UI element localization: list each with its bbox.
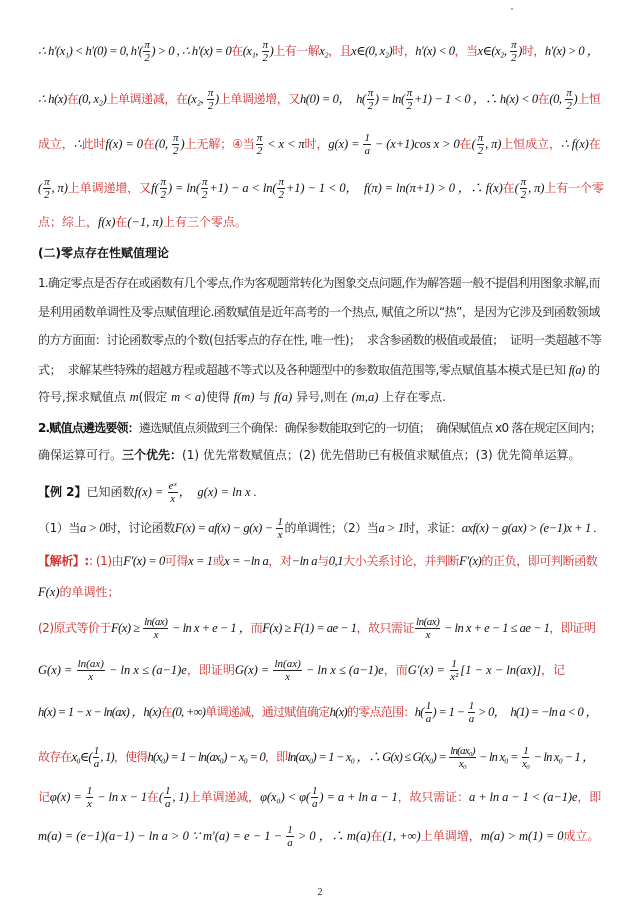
math-expression: ) = ln( [167,180,200,195]
math-expression: ∴ h(x) [38,91,67,106]
math-expression: f(m) [233,389,255,404]
math-expression: h(0) = 0， h( [299,91,366,106]
text-line [38,555,597,568]
solution-text: 成立， [38,137,74,152]
fraction [449,658,459,683]
denominator: 2 [278,188,284,201]
body-text: 时，讨论函数 [105,521,175,536]
math-expression: a > 0 [80,520,106,535]
fraction [143,39,150,64]
denominator: x [153,628,158,641]
fraction [510,39,517,64]
fraction [43,176,50,201]
denominator: a [165,797,171,810]
math-expression: − ln x + e − 1 ≤ ae − 1 [441,620,550,635]
solution-text: 上有一个零 [544,181,604,196]
solution-text: 上无解；④当 [184,137,255,152]
denominator: 2 [566,99,572,112]
math-expression: +1) − a < ln( [209,180,277,195]
solution-text: ，对 [268,553,292,568]
denominator: 2 [262,51,268,64]
text-line [38,449,580,461]
math-expression: h′(x) > 0 ， [544,43,599,58]
math-expression: ∴ [73,136,82,151]
denominator: 2 [173,144,179,157]
body-text: 1.确定零点是否存在或函数有几个零点,作为客观题常转化为图象交点问题,作为解答题一般不提倡利用图象求解,而 [38,276,600,290]
body-text: 与 [254,389,275,404]
fraction [521,745,530,770]
math-expression: h( [414,704,424,719]
math-expression: f(x) = 0 [105,136,143,151]
solution-text: 【解析】: [38,553,89,568]
math-expression: − ln x ≤ (a−1)e [105,662,187,677]
denominator: 2 [477,144,484,157]
solution-text: 在 [66,92,79,107]
fraction [468,700,475,725]
denominator: 2 [256,144,263,157]
body-text: 式； 求解某些特殊的超越方程或超越不等式以及各种题型中的参数取值范围等,零点赋值基本模式是已知 [38,362,569,377]
numerator: 1 [93,744,99,757]
denominator: 2 [511,51,517,64]
fraction [262,39,269,64]
denominator: x [277,528,283,541]
math-expression: a + ln a − 1 < (a−1)e [469,789,578,804]
denominator: a [93,757,99,770]
fraction [168,480,178,505]
math-expression: , 1) [172,789,189,804]
solution-text: 记 [38,790,50,805]
denominator: x₀ [458,757,467,770]
solution-text: 在 [160,705,172,720]
solution-text: ，即证明 [186,663,235,678]
solution-text: 的正负，即可判断函数 [481,553,598,568]
solution-text: ，当 [454,44,478,59]
math-expression: ∴ f(x) [560,136,589,151]
math-expression: (x₂, [187,91,206,106]
solution-text: 而 [250,621,263,636]
text-line [38,132,601,157]
math-expression: m [129,389,139,404]
solution-text: 在 [502,181,515,196]
math-expression: > 0 ，∴ m(a) [294,828,371,843]
numerator: ln(ax) [274,657,301,670]
math-expression: ) [180,136,185,151]
math-expression: (0, x₂) [78,91,107,106]
solution-text: ，而 [383,663,408,678]
solution-text: ，即 [264,750,288,765]
math-expression: ) [573,91,578,106]
solution-text: 或 [212,553,225,568]
solution-text: 在 [142,137,155,152]
solution-text: 单调递减，通过赋值确定 [205,705,330,720]
numerator: 1 [425,699,431,712]
numerator: 1 [468,699,474,712]
denominator: 2 [207,99,213,112]
fraction [565,87,572,112]
text-line [38,364,600,377]
denominator: a [287,836,293,849]
numerator: π [477,131,484,144]
numerator: π [207,86,213,99]
math-expression: − ln x ≤ (a−1)e [302,662,384,677]
numerator: π [44,175,50,188]
solution-text: 时， [392,44,416,59]
denominator: a [468,712,474,725]
body-text: 上存在零点. [378,389,446,404]
math-expression: − (x+1)cos x > 0 [371,136,460,151]
fraction [86,785,93,810]
text-line [38,87,600,112]
text-line [38,306,600,318]
solution-text: 上有三个零点。 [162,214,247,229]
fraction [256,132,263,157]
numerator: π [262,38,268,51]
fraction [164,785,171,810]
body-text: )使得 [201,389,234,404]
solution-text: ，记 [541,663,566,678]
text-line [38,391,446,404]
fraction [367,87,374,112]
solution-text: 的零点范围： [346,705,415,720]
math-expression: +1) − 1 < 0， f(π) = ln(π+1) > 0 ，∴ f(x) [285,180,503,195]
numerator: π [256,131,263,144]
solution-text: 在 [588,137,601,152]
math-expression: axf(x) − g(ax) > (e−1)x + 1 . [461,520,597,535]
body-text: 时，求证： [403,521,462,536]
denominator: a [425,712,431,725]
text-line [38,586,120,599]
math-expression: (1, +∞) [382,828,421,843]
math-expression: a > 1 [378,520,404,535]
solution-text: 此时 [81,137,106,152]
solution-text: 上单调递减， [188,790,261,805]
solution-text: ，故只需证 [356,621,415,636]
body-text: 三个优先： [122,448,183,462]
fraction [520,176,527,201]
math-expression: − ln x − 1 [94,789,148,804]
denominator: x² [450,670,459,683]
math-expression: F(x) ≥ [111,620,143,635]
solution-text: 在 [370,829,383,844]
denominator: x [86,797,92,810]
text-line [38,785,601,810]
fraction [77,658,105,683]
solution-text: 可得 [164,553,189,568]
body-text: （1）当 [38,521,81,536]
math-expression: ( [38,180,43,195]
math-expression: h(x) [329,704,347,719]
math-expression: f(a) [274,389,293,404]
math-expression: (0, [549,91,565,106]
denominator: x₀ [522,757,530,770]
text-line [38,334,601,346]
math-expression: h′(x) < 0 [415,43,455,58]
numerator: π [406,86,412,99]
numerator: ln(ax) [77,657,104,670]
numerator: π [511,38,517,51]
math-expression: x = 1 [188,553,213,568]
body-text: 的方方面面：讨论函数零点的个数(包括零点的存在性, 唯一性)； 求含参函数的极值或最值； 证明一类超越不等 [38,333,602,347]
text-line [38,216,247,229]
math-expression: G′(x) = [407,662,449,677]
math-expression: ) [518,43,522,58]
math-expression: ) [269,43,274,58]
solution-text: 上单调增， [420,829,481,844]
numerator: 1 [451,657,457,670]
fraction [415,616,440,641]
numerator: ln(ax) [416,615,440,628]
math-expression: x₂ [319,43,329,58]
fraction [449,745,476,770]
denominator: x [170,492,176,505]
math-expression: m(a) > m(1) = 0 [480,828,564,843]
math-expression: x∈(0, x₂) [351,43,393,58]
body-text: (假定 [138,389,172,404]
solution-text: 在 [115,214,128,229]
numerator: 1 [277,515,283,528]
math-expression: < x < π [264,136,305,151]
solution-text: 与 [317,553,329,568]
math-expression: x₀∈( [71,749,92,764]
text-line [38,39,599,64]
math-expression: ) = ln( [374,91,405,106]
solution-text: 时， [304,137,329,152]
numerator: 1 [364,131,370,144]
math-expression: , π) [51,180,68,195]
fraction [477,132,484,157]
body-text: 已知函数 [86,485,135,500]
fraction [363,132,370,157]
body-text: 遴选赋值点须做到三个确保：确保参数能取到它的一切值； 确保赋值点 x0 落在规定区间内； [138,421,601,435]
numerator: π [173,131,179,144]
numerator: π [566,86,572,99]
numerator: π [278,175,284,188]
body-text: 的单调性；（2）当 [284,521,379,536]
denominator: 2 [520,188,527,201]
solution-text: 上单调递减，在 [106,92,188,107]
body-text: (二)零点存在性赋值理论 [38,246,169,260]
fraction [276,516,283,541]
denominator: 2 [44,188,50,201]
math-expression: m < a [171,389,202,404]
numerator: 1 [165,784,171,797]
denominator: x [425,628,430,641]
math-expression: > 0， h(1) = −ln a < 0 ， [475,704,598,719]
math-expression: G(x) = [38,662,76,677]
numerator: π [367,86,373,99]
solution-text: 大小关系讨论，并判断 [343,553,460,568]
example-heading [38,480,257,505]
math-expression: f(a) [568,362,585,377]
text-line [38,824,600,849]
math-expression: F(x) [38,584,60,599]
body-text: 确保运算可行。 [38,448,123,462]
math-expression: +1) − 1 < 0 ，∴ h(x) < 0 [413,91,538,106]
denominator: 2 [144,51,150,64]
math-expression: φ(x₀) < φ( [260,789,310,804]
math-expression: ( [514,180,519,195]
solution-text: 点；综上， [38,214,99,229]
solution-text: 上单调递增，又 [67,181,152,196]
math-expression: ) = 1 − [432,704,467,719]
solution-text: 在 [147,790,159,805]
solution-text: ，即证明 [549,621,596,636]
numerator: eˣ [168,479,177,492]
solution-text: 上单调递增，又 [218,92,300,107]
denominator: 2 [367,99,373,112]
fraction [172,132,179,157]
math-expression: f(x) = [134,484,167,499]
math-expression: − ln x + e − 1 ， [169,620,251,635]
text-line [38,658,565,683]
numerator: 1 [86,784,93,797]
text-line [38,516,596,541]
solution-text: : (1)由 [88,553,124,568]
math-expression: , π) [485,136,502,151]
fraction [311,785,318,810]
math-expression: F′(x) [459,553,482,568]
numerator: π [202,175,208,188]
page-number: 2 [317,887,323,898]
math-expression: ， g(x) = ln x . [178,484,257,499]
solution-text: 在 [231,44,243,59]
math-expression: F(x) ≥ F(1) = ae − 1 [262,620,357,635]
text-line [38,745,594,770]
numerator: ln(ax₀) [450,744,475,757]
text-line [38,422,601,434]
text-line [38,616,595,641]
solution-text: ，使得 [113,750,148,765]
fraction [425,700,432,725]
math-expression: F(x) = af(x) − g(x) − [174,520,276,535]
math-expression: (0, [154,136,172,151]
fraction [160,176,167,201]
solution-text: (2)原式等价于 [38,621,111,636]
body-text: 是利用函数单调性及零点赋值理论.函数赋值是近年高考的一个热点, 赋值之所以“热”，是因为它涉及到函数领域 [38,305,600,319]
math-expression: ) > 0 , ∴ h′(x) = 0 [151,43,232,58]
numerator: π [520,175,527,188]
numerator: 1 [287,823,293,836]
math-expression: , 1) [100,749,114,764]
math-expression: (m,a) [351,389,379,404]
solution-text: 上有一解 [273,44,320,59]
numerator: 1 [311,784,318,797]
solution-text: 在 [537,92,550,107]
solution-text: 上恒 [577,92,601,107]
math-expression: − ln x₀ − 1 ， [531,749,594,764]
solution-text: ，故只需证： [397,790,470,805]
math-expression: 0,1 [328,553,344,568]
fraction [277,176,284,201]
math-expression: ln(ax₀) = 1 − x₀ ，∴ G(x) ≤ G(x₀) = [287,749,449,764]
body-text: 的 [584,362,600,377]
math-expression: ) = a + ln a − 1 [319,789,398,804]
numerator: π [144,38,150,51]
solution-text: 的单调性； [59,584,120,599]
math-expression: x∈(x₂, [477,43,510,58]
denominator: x [285,670,291,683]
solution-text: 故存在 [38,750,72,765]
math-expression: − ln x₀ = [476,749,521,764]
body-text: 异号,则在 [292,389,352,404]
math-expression: h(x) = 1 − x − ln(ax) ，h(x) [38,704,161,719]
denominator: x [88,670,94,683]
body-text: 【例 2】 [38,485,87,500]
math-expression: (0, +∞) [171,704,206,719]
fraction [406,87,413,112]
fraction [93,745,100,770]
math-expression: φ(x) = [49,789,85,804]
body-text: 符号,探求赋值点 [38,389,130,404]
body-text: (1) 优先常数赋值点；(2) 优先借助已有极值求赋值点；(3) 优先简单运算。 [182,448,581,462]
math-expression: [1 − x − ln(ax)] [460,662,542,677]
math-expression: h(x₀) = 1 − ln(ax₀) − x₀ = 0 [147,749,265,764]
denominator: 2 [160,188,166,201]
denominator: 2 [202,188,208,201]
solution-text: 在 [459,137,472,152]
section-heading [38,247,169,259]
numerator: π [160,175,166,188]
denominator: a [311,797,318,810]
math-expression: (−1, π) [127,214,163,229]
math-expression: ) [214,91,219,106]
fraction [201,176,208,201]
math-expression: −ln a [291,553,318,568]
text-line [38,700,597,725]
fraction [286,824,294,849]
math-expression: m(a) = (e−1)(a−1) − ln a > 0 ∵ m′(a) = e − 1 − [38,828,286,843]
text-line [38,277,600,289]
fraction [207,87,214,112]
numerator: ln(ax) [144,615,168,628]
math-expression: F′(x) = 0 [123,553,165,568]
math-expression: ∴ h′(x₁) < h′(0) = 0, h′( [38,43,143,58]
body-text: 2.赋值点遴选要领： [38,421,139,435]
math-expression: ( [158,789,163,804]
math-expression: f( [151,180,159,195]
math-expression: (x₁, [242,43,261,58]
math-expression: ( [471,136,476,151]
fraction [143,616,168,641]
math-expression: f(x) [98,214,116,229]
solution-text: ，且 [328,44,352,59]
text-line [38,176,604,201]
math-expression: g(x) = [328,136,363,151]
fraction [273,658,301,683]
solution-text: 成立。 [563,829,600,844]
math-expression: x = −ln a [224,553,269,568]
denominator: 2 [406,99,412,112]
solution-text: 上恒成立， [501,137,561,152]
solution-text: 时， [521,44,545,59]
solution-text: ，即 [577,790,602,805]
denominator: a [364,144,370,157]
math-expression: , π) [528,180,545,195]
numerator: 1 [523,744,528,757]
math-expression: G(x) = [234,662,273,677]
